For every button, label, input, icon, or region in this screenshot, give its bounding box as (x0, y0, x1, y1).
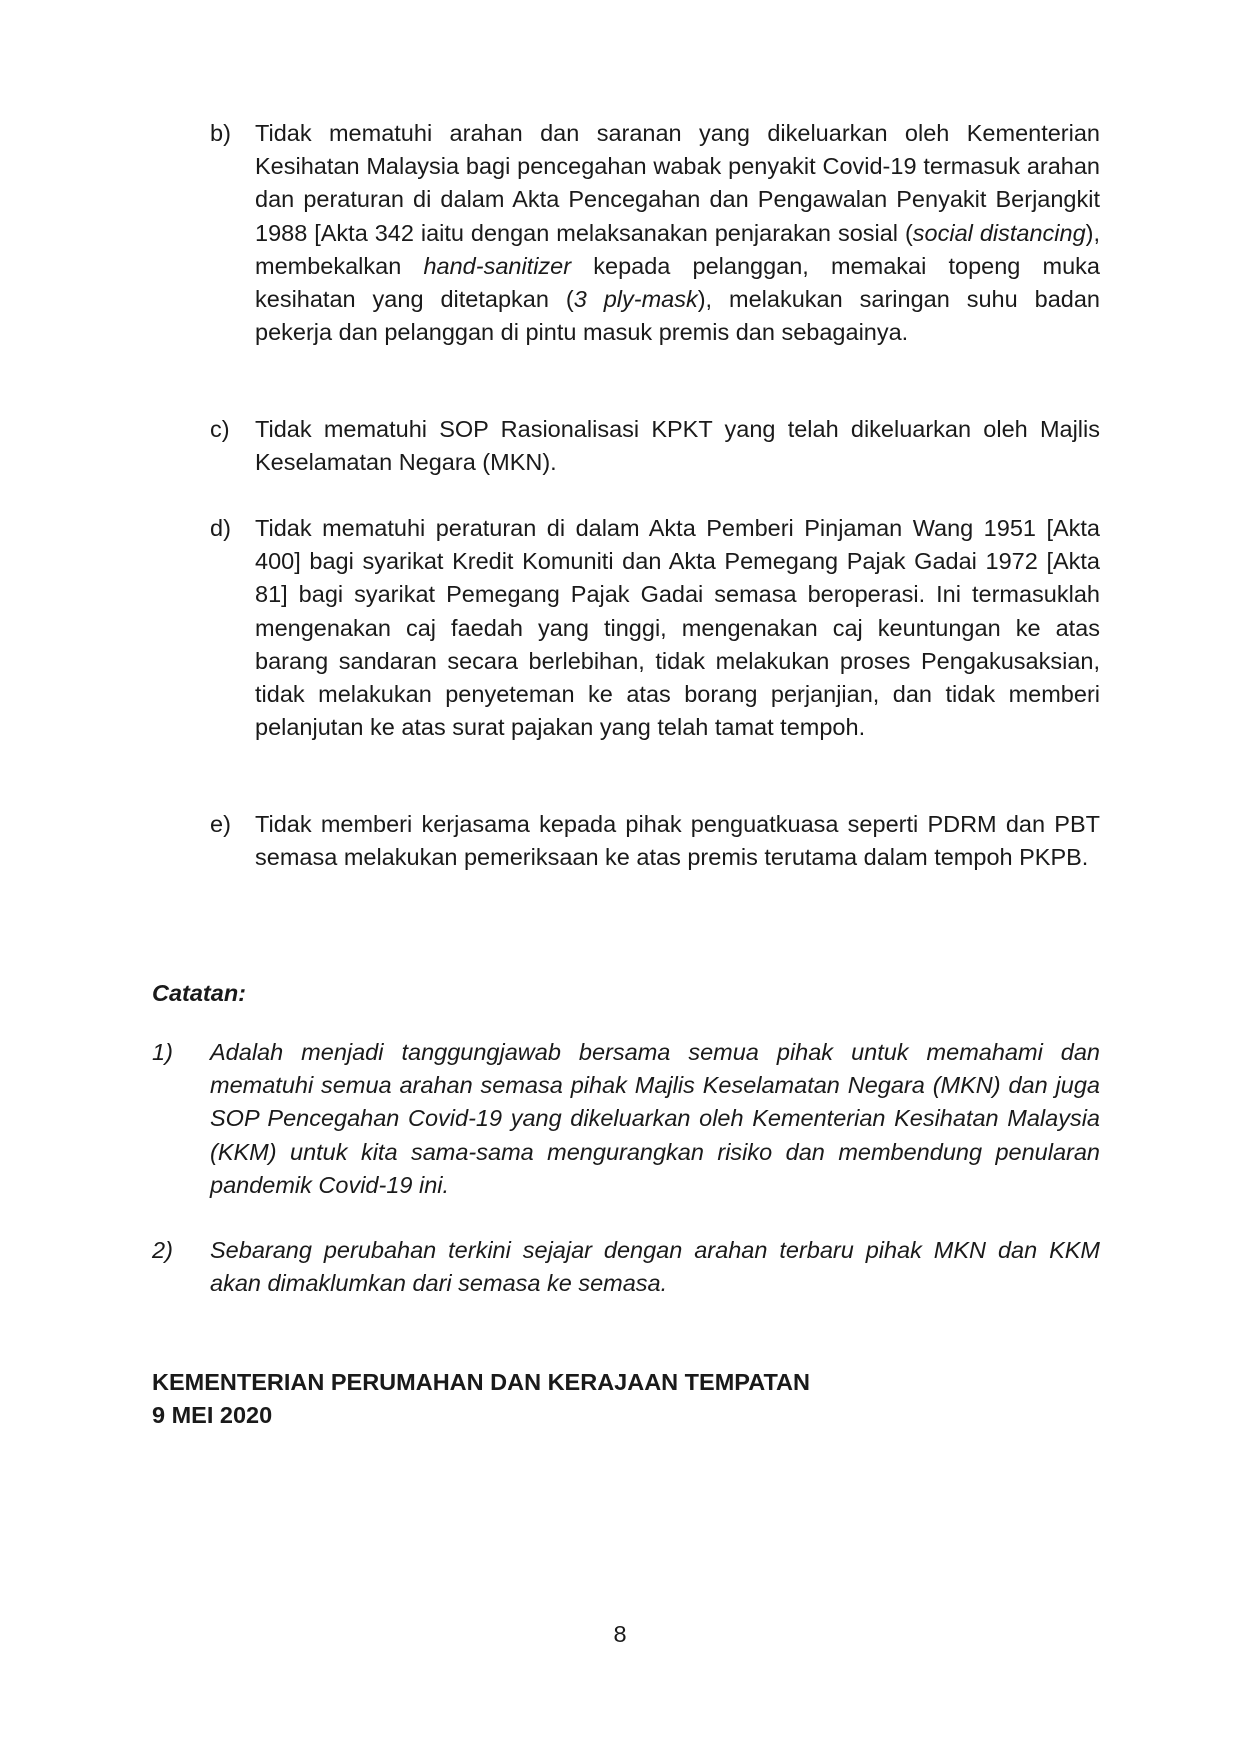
text-segment: Tidak mematuhi arahan dan saranan yang dikeluarkan oleh Kementerian Kesihatan Malaysia bagi pencegahan wabak penyakit Covid-19 termasuk arahan dan peraturan di dalam Akta Pencegahan dan Pengawalan Penyakit Berjangkit 1988 [Akta 342 iaitu dengan melaksanakan penjarakan sosial ( (255, 120, 1100, 246)
note-text: Adalah menjadi tanggungjawab bersama semua pihak untuk memahami dan mematuhi semua arahan semasa pihak Majlis Keselamatan Negara (MKN) dan juga SOP Pencegahan Covid-19 yang dikeluarkan oleh Kementerian Kesihatan Malaysia (KKM) untuk kita sama-sama mengurangkan risiko dan membendung penularan pandemik Covid-19 ini. (210, 1039, 1100, 1198)
text-segment: ), membekalkan (255, 219, 1100, 279)
list-marker: c) (210, 416, 230, 442)
list-item-c (210, 413, 1100, 479)
list-item-e (210, 808, 1100, 874)
italic-term: social distancing (912, 219, 1086, 246)
note-item-1 (152, 1036, 1100, 1202)
list-item-text: Tidak mematuhi peraturan di dalam Akta Pemberi Pinjaman Wang 1951 [Akta 400] bagi syarikat Kredit Komuniti dan Akta Pemegang Pajak Gadai 1972 [Akta 81] bagi syarikat Pemegang Pajak Gadai semasa beroperasi. Ini termasuklah mengenakan caj faedah yang tinggi, mengenakan caj keuntungan ke atas barang sandaran secara berlebihan, tidak melakukan proses Pengakusaksian, tidak melakukan penyeteman ke atas borang perjanjian, dan tidak memberi pelanjutan ke atas surat pajakan yang telah tamat tempoh. (255, 515, 1100, 741)
note-text: Sebarang perubahan terkini sejajar dengan arahan terbaru pihak MKN dan KKM akan dimaklumkan dari semasa ke semasa. (210, 1237, 1100, 1297)
list-marker: b) (210, 120, 231, 146)
list-item-text: Tidak memberi kerjasama kepada pihak penguatkuasa seperti PDRM dan PBT semasa melakukan pemeriksaan ke atas premis terutama dalam tempoh PKPB. (255, 811, 1100, 871)
list-marker: e) (210, 811, 231, 837)
note-item-2 (152, 1234, 1100, 1300)
list-item-d (210, 512, 1100, 744)
list-marker: d) (210, 515, 231, 541)
ministry-name: KEMENTERIAN PERUMAHAN DAN KERAJAAN TEMPATAN (152, 1369, 810, 1395)
text-segment: ), melakukan saringan suhu badan pekerja dan pelanggan di pintu masuk premis dan sebagainya. (255, 286, 1100, 346)
page-number: 8 (613, 1621, 627, 1647)
notes-heading: Catatan: (152, 980, 247, 1006)
document-date: 9 MEI 2020 (152, 1402, 273, 1428)
list-item-text: Tidak mematuhi SOP Rasionalisasi KPKT yang telah dikeluarkan oleh Majlis Keselamatan Negara (MKN). (255, 416, 1100, 476)
italic-term: 3 ply-mask (573, 286, 698, 313)
list-item-b (210, 117, 1100, 349)
note-marker: 2) (152, 1237, 173, 1263)
list-item-text (255, 117, 1100, 349)
italic-term: hand-sanitizer (423, 252, 572, 279)
text-segment: kepada pelanggan, memakai topeng muka kesihatan yang ditetapkan ( (255, 252, 1100, 313)
note-marker: 1) (152, 1039, 173, 1065)
